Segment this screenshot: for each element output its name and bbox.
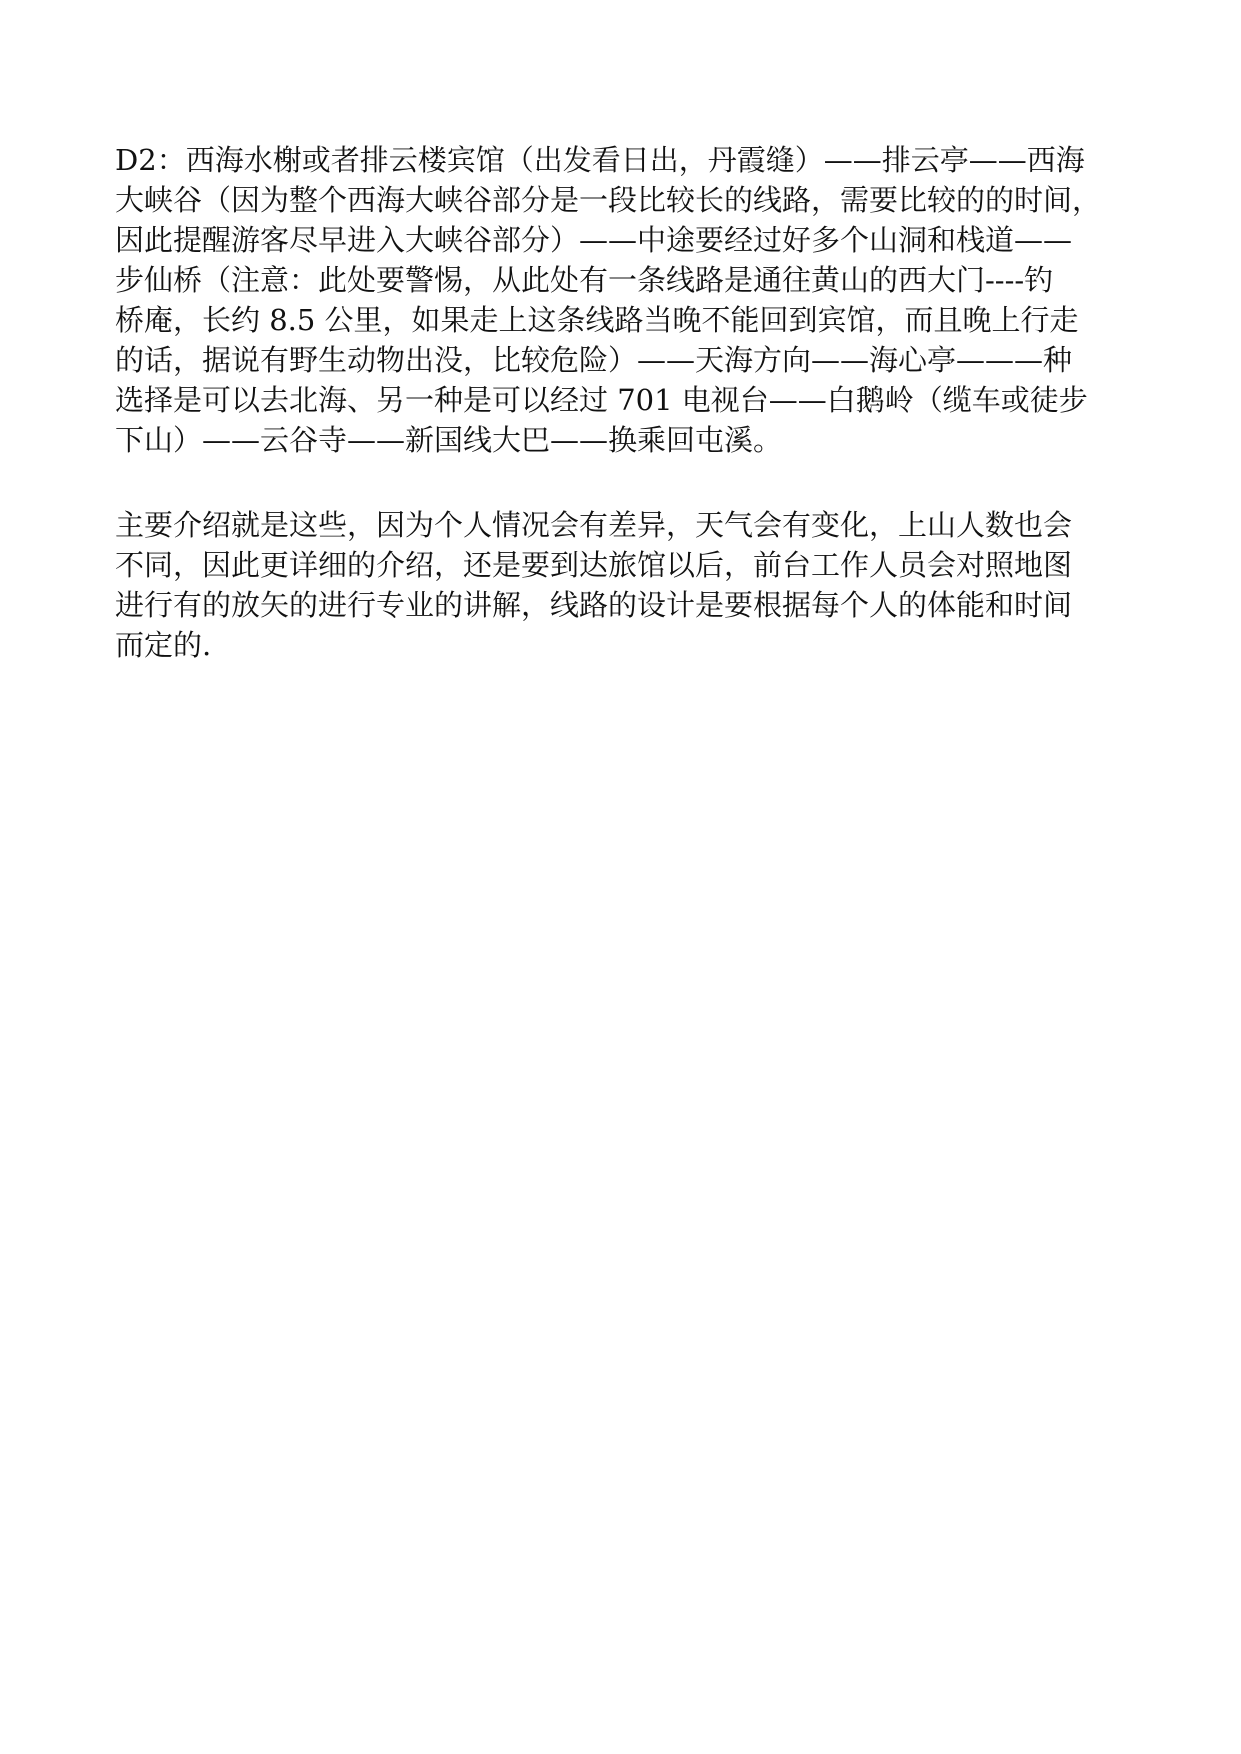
paragraph-line: 大峡谷（因为整个西海大峡谷部分是一段比较长的线路，需要比较的的时间， (115, 183, 1102, 217)
paragraph-summary (115, 505, 1135, 665)
paragraph-line: 的话，据说有野生动物出没，比较危险）——天海方向——海心亭———种 (115, 343, 1073, 377)
paragraph-line: 步仙桥（注意：此处要警惕，从此处有一条线路是通往黄山的西大门----钓 (115, 263, 1054, 297)
paragraph-spacer (115, 460, 1135, 505)
paragraph-line: 不同，因此更详细的介绍，还是要到达旅馆以后，前台工作人员会对照地图 (115, 548, 1073, 582)
paragraph-itinerary-d2 (115, 140, 1135, 460)
document-body (115, 140, 1135, 665)
paragraph-line: 因此提醒游客尽早进入大峡谷部分）——中途要经过好多个山洞和栈道—— (115, 223, 1073, 257)
paragraph-line: D2：西海水榭或者排云楼宾馆（出发看日出，丹霞缝）——排云亭——西海 (115, 143, 1085, 177)
paragraph-line: 下山）——云谷寺——新国线大巴——换乘回屯溪。 (115, 423, 783, 457)
paragraph-line: 选择是可以去北海、另一种是可以经过 701 电视台——白鹅岭（缆车或徒步 (115, 383, 1088, 417)
paragraph-line: 桥庵，长约 8.5 公里，如果走上这条线路当晚不能回到宾馆，而且晚上行走 (115, 303, 1079, 337)
paragraph-line: 进行有的放矢的进行专业的讲解，线路的设计是要根据每个人的体能和时间 (115, 588, 1073, 622)
paragraph-line: 主要介绍就是这些，因为个人情况会有差异，天气会有变化，上山人数也会 (115, 508, 1073, 542)
paragraph-line: 而定的. (115, 628, 212, 662)
